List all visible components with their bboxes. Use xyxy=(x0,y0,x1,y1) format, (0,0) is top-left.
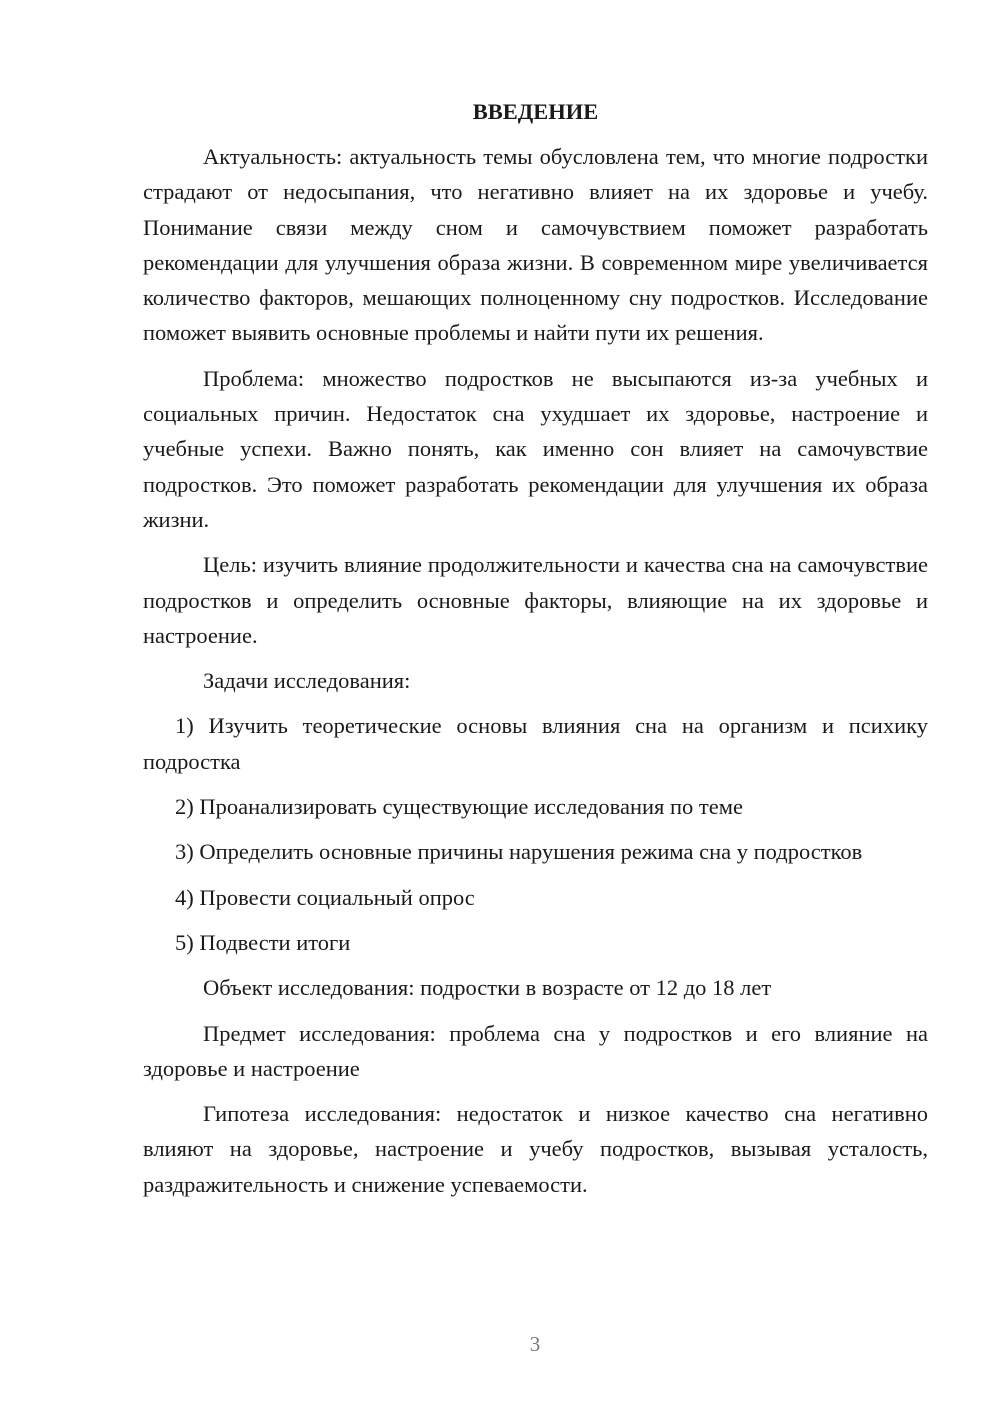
page-number: 3 xyxy=(529,1332,541,1356)
page-content xyxy=(143,94,928,1212)
paragraph-problem: Проблема: множество подростков не высыпаются из-за учебных и социальных причин. Недостаток сна ухудшает их здоровье, настроение и учебные успехи. Важно понять, как именно сон влияет на самочувствие подростков. Это поможет разработать рекомендации для улучшения их образа жизни. xyxy=(143,365,928,532)
paragraph-goal: Цель: изучить влияние продолжительности и качества сна на самочувствие подростков и определить основные факторы, влияющие на их здоровье и настроение. xyxy=(143,552,928,648)
task-item-3: 3) Определить основные причины нарушения режима сна у подростков xyxy=(175,839,863,865)
paragraph-subject: Предмет исследования: проблема сна у подростков и его влияние на здоровье и настроение xyxy=(143,1020,928,1081)
section-heading: ВВЕДЕНИЕ xyxy=(472,99,599,124)
paragraph-hypothesis: Гипотеза исследования: недостаток и низкое качество сна негативно влияют на здоровье, настроение и учебу подростков, вызывая усталость, раздражительность и снижение успеваемости. xyxy=(143,1101,928,1197)
task-item-2: 2) Проанализировать существующие исследования по теме xyxy=(175,794,743,820)
task-item-5: 5) Подвести итоги xyxy=(175,929,351,955)
task-item-1: 1) Изучить теоретические основы влияния сна на организм и психику подростка xyxy=(143,713,928,774)
tasks-title: Задачи исследования: xyxy=(203,668,411,694)
paragraph-relevance: Актуальность: актуальность темы обусловлена тем, что многие подростки страдают от недосыпания, что негативно влияет на их здоровье и учебу. Понимание связи между сном и самочувствием поможет разработать рекомендации для улучшения образа жизни. В современном мире увеличивается количество факторов, мешающих полноценному сну подростков. Исследование поможет выявить основные проблемы и найти пути их решения. xyxy=(143,144,928,346)
paragraph-object: Объект исследования: подростки в возрасте от 12 до 18 лет xyxy=(203,975,772,1001)
task-item-4: 4) Провести социальный опрос xyxy=(175,884,475,910)
